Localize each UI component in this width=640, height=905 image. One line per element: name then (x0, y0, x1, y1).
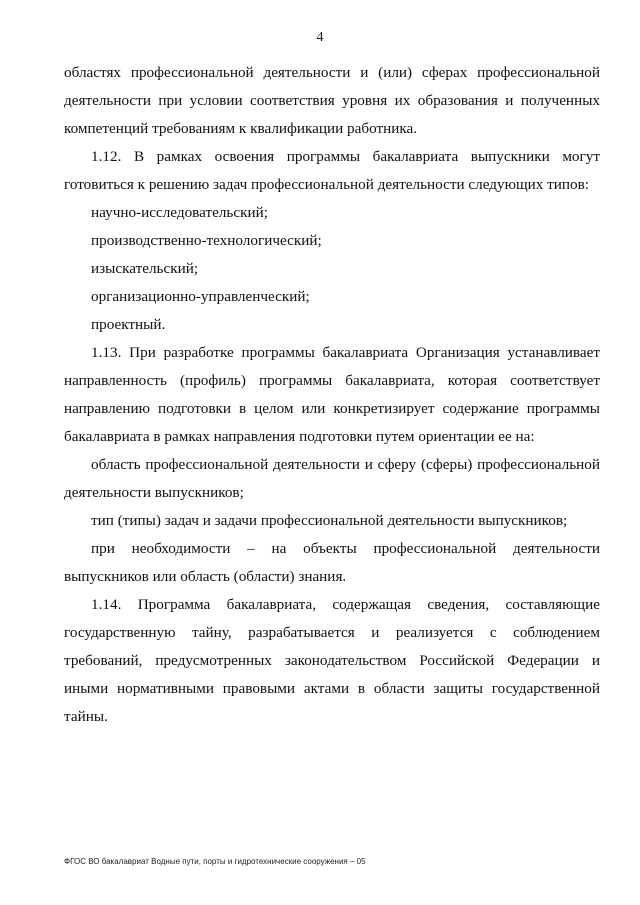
list-item: научно-исследовательский; (91, 204, 268, 221)
paragraph-1-14: 1.14. Программа бакалавриата, содержащая сведения, составляющие государственную тайну, разрабатывается и реализуется с соблюдением требований, предусмотренных законодательством Российской Федерации и иными нормативными правовыми актами в области защиты государственной тайны. (64, 596, 600, 725)
list-item: проектный. (91, 316, 166, 333)
paragraph-1-12: 1.12. В рамках освоения программы бакалавриата выпускники могут готовиться к решению задач профессиональной деятельности следующих типов: (64, 148, 600, 193)
activity-types-list (64, 199, 600, 339)
page-number: 4 (316, 30, 324, 45)
paragraph-1-13: 1.13. При разработке программы бакалавриата Организация устанавливает направленность (профиль) программы бакалавриата, которая соответствует направлению подготовки в целом или конкретизирует содержание программы бакалавриата в рамках направления подготовки путем ориентации ее на: (64, 344, 600, 445)
paragraph-1-13-item-b: тип (типы) задач и задачи профессиональной деятельности выпускников; (91, 512, 568, 529)
document-footer: ФГОС ВО бакалавриат Водные пути, порты и гидротехнические сооружения – 05 (64, 857, 366, 866)
paragraph-continuation: областях профессиональной деятельности и (или) сферах профессиональной деятельности при условии соответствия уровня их образования и полученных компетенций требованиям к квалификации работника. (64, 64, 600, 137)
document-body (64, 59, 600, 731)
paragraph-1-13-item-a: область профессиональной деятельности и сферу (сферы) профессиональной деятельности выпускников; (64, 456, 600, 501)
list-item: организационно-управленческий; (91, 288, 310, 305)
paragraph-1-13-item-c: при необходимости – на объекты профессиональной деятельности выпускников или область (области) знания. (64, 540, 600, 585)
list-item: производственно-технологический; (91, 232, 322, 249)
list-item: изыскательский; (91, 260, 199, 277)
